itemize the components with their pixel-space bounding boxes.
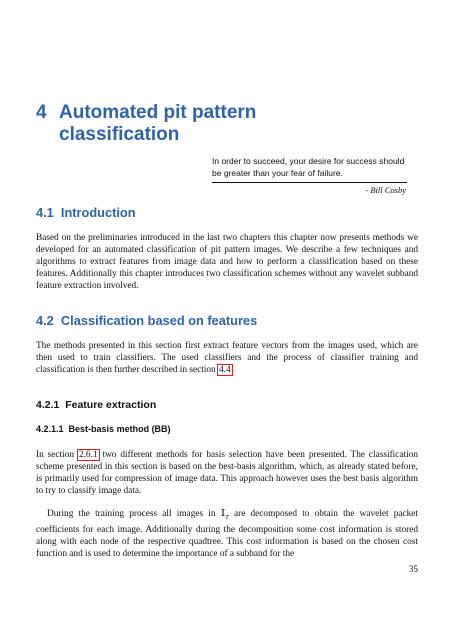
chapter-number: 4 [36,102,47,123]
paragraph-text: are decomposed to obtain the wavelet packet coefficients for each image. Additionally during the decomposition some cost information is stored along with each node of the respective quadtree. This cost information is based on the chosen cost function and is used to determine the importance of a subband for the [36,509,418,559]
paragraph-best-basis-2 [36,508,418,560]
section-number: 4.1 [36,205,54,220]
subsection-number: 4.2.1 [36,399,60,411]
image-set-subscript: T [225,513,229,521]
section-link-2-6-1[interactable]: 2.6.1 [78,450,98,460]
paragraph-classification [36,340,418,376]
paragraph-text: During the training process all images in [47,509,221,519]
paragraph-text: two different methods for basis selection have been presented. The classification scheme presented in this section is based on the best-basis algorithm, which, as already stated before, is primarily used for compression of image data. This approach however uses the best basis algorithm to try to classify image data. [36,450,418,496]
paragraph-introduction: Based on the preliminaries introduced in the last two chapters this chapter now presents methods we developed for an automated classification of pit pattern images. We describe a few techniques and algorithms to extract features from image data and how to perform a classification based on these features. Additionally this chapter introduces two classification schemes without any wavelet subband feature extraction involved. [36,233,418,291]
paragraph-text: . [231,365,234,375]
section-title: Introduction [60,205,136,220]
section-title: Classification based on features [60,313,258,328]
chapter-title-line-2: classification [59,124,180,145]
section-link-4-4[interactable]: 4.4 [219,365,231,375]
epigraph-quote: In order to succeed, your desire for success should be greater than your fear of failure. [212,156,405,178]
subsection-title: Feature extraction [65,399,157,411]
epigraph-author: - Bill Cosby [365,185,406,195]
paragraph-best-basis-1 [36,449,418,497]
paragraph-text: In section [36,450,78,460]
subsubsection-heading-best-basis [36,424,171,434]
image-set-symbol: 𝕀 [220,509,226,519]
section-number: 4.2 [36,313,54,328]
subsubsection-title: Best-basis method (BB) [68,424,171,434]
section-heading-introduction [36,205,136,220]
section-heading-classification [36,313,257,328]
subsubsection-number: 4.2.1.1 [36,424,64,434]
epigraph-rule [212,182,407,183]
page-number: 35 [408,565,418,575]
paragraph-text: The methods presented in this section first extract feature vectors from the images used, which are then used to train classifiers. The used classifiers and the process of classifier training and classification is then further described in section [36,341,418,375]
chapter-title-line-1: Automated pit pattern [59,102,257,123]
subsection-heading-feature-extraction [36,399,156,411]
